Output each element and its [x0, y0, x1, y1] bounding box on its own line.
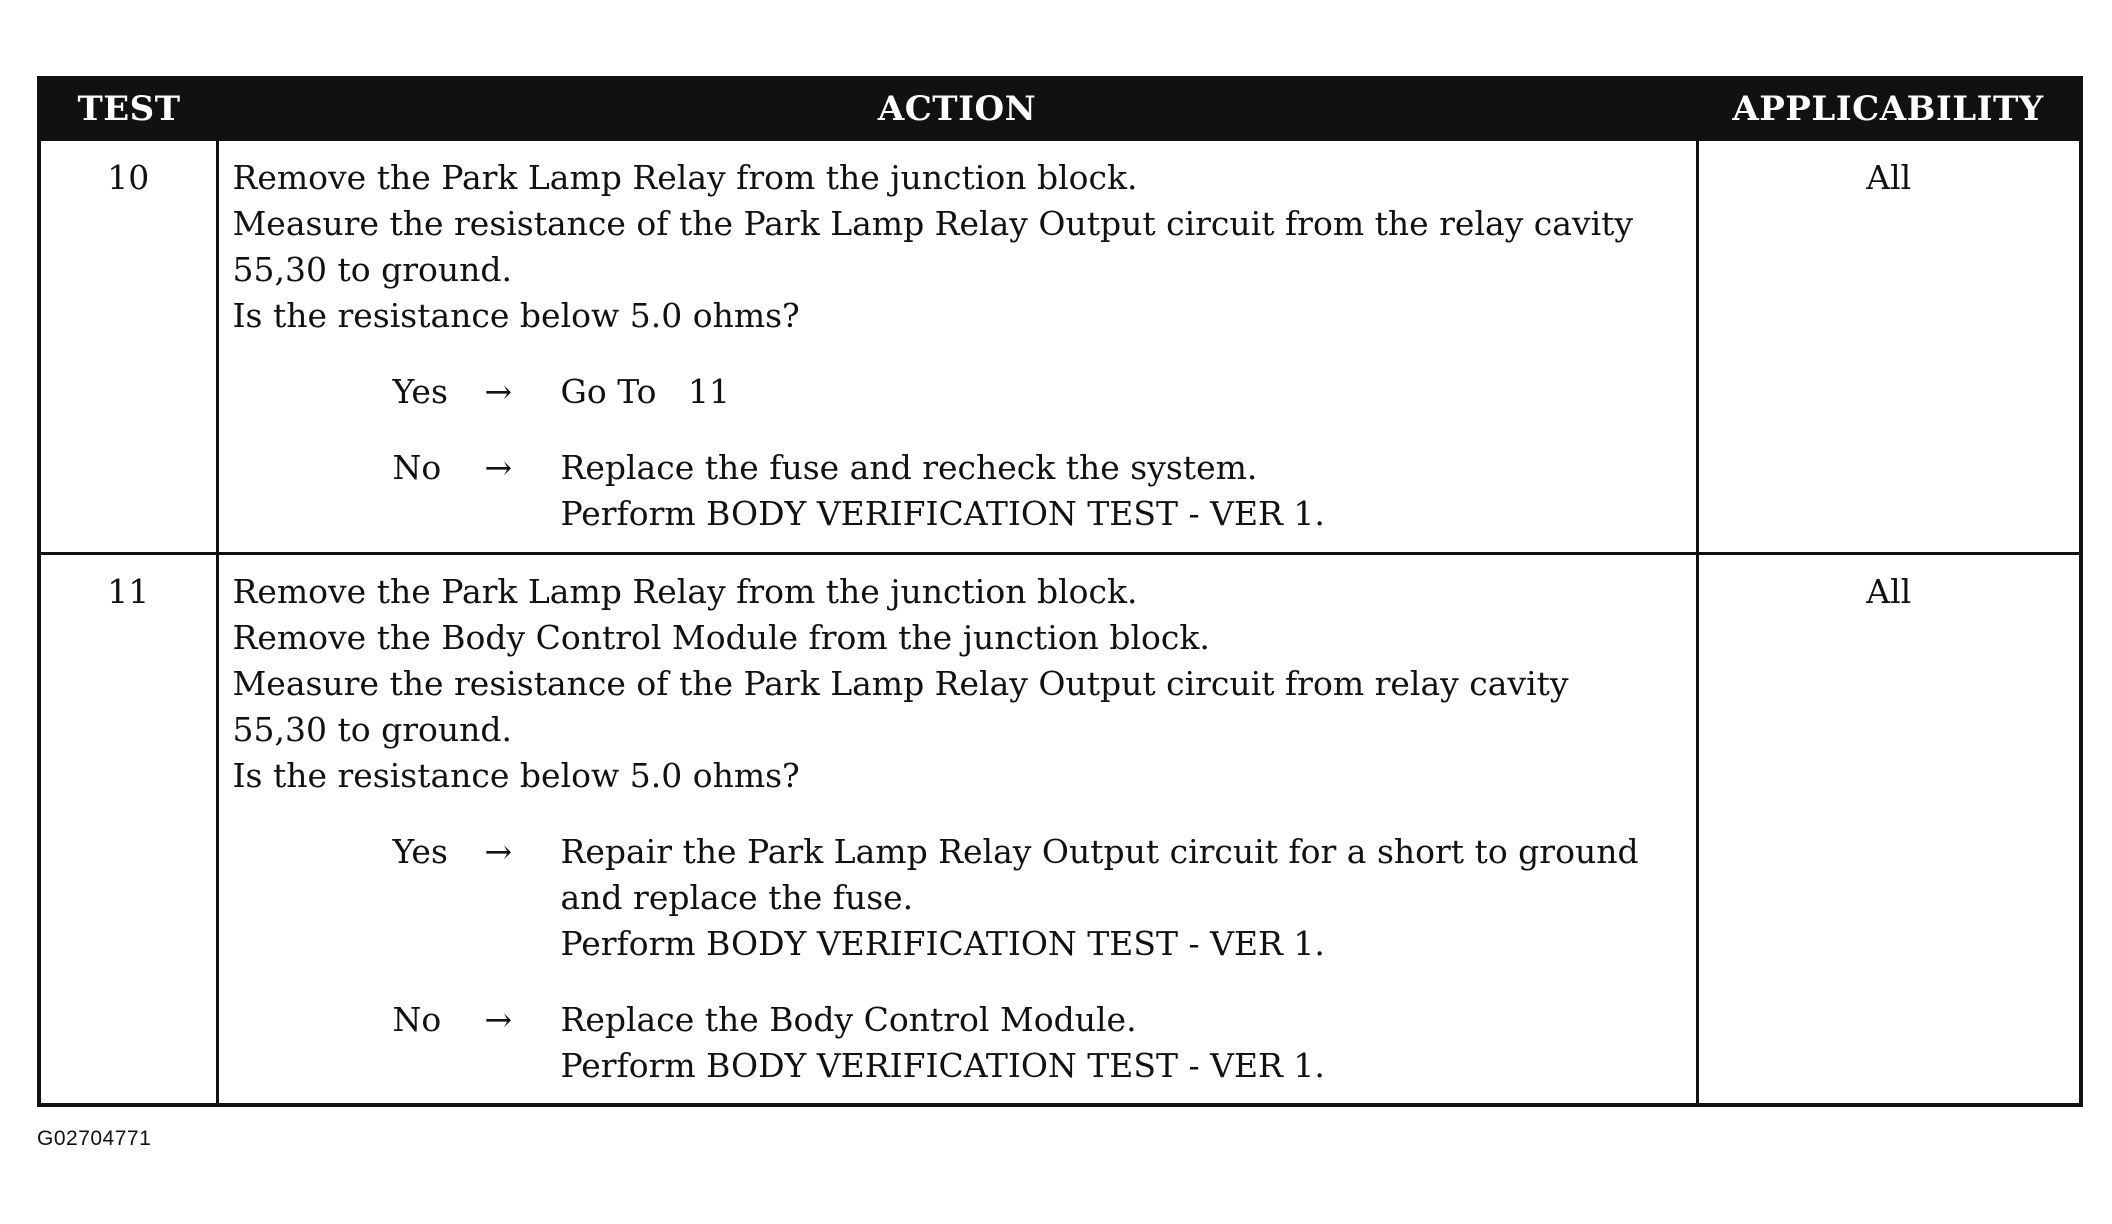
- table-row: [39, 554, 2081, 1106]
- outcome-yes: [233, 369, 1686, 415]
- figure-id: G02704771: [37, 1127, 152, 1150]
- action-line: Is the resistance below 5.0 ohms?: [232, 296, 800, 335]
- outcome-no: [233, 997, 1686, 1089]
- outcome-label: No: [392, 1000, 442, 1039]
- header-applicability: APPLICABILITY: [1697, 78, 2081, 140]
- test-number: 11: [39, 554, 217, 1106]
- test-number: 10: [39, 140, 217, 554]
- outcome-line: Go To 11: [560, 372, 730, 411]
- action-line: Remove the Park Lamp Relay from the junction block.: [232, 158, 1138, 197]
- outcome-label: Yes: [392, 832, 448, 871]
- action-line: Measure the resistance of the Park Lamp Relay Output circuit from the relay cavity: [232, 204, 1634, 243]
- action-line: 55,30 to ground.: [232, 250, 512, 289]
- outcome-line: and replace the fuse.: [560, 878, 914, 917]
- action-line: Measure the resistance of the Park Lamp Relay Output circuit from relay cavity: [232, 664, 1569, 703]
- outcome-label: No: [392, 448, 442, 487]
- outcome-label: Yes: [392, 372, 448, 411]
- outcome-line: Perform BODY VERIFICATION TEST - VER 1.: [560, 1046, 1325, 1085]
- action-line: Remove the Park Lamp Relay from the junction block.: [232, 572, 1138, 611]
- applicability-value: All: [1697, 140, 2081, 554]
- header-action: ACTION: [217, 78, 1697, 140]
- arrow-right-icon: →: [484, 1000, 513, 1039]
- action-cell: [217, 140, 1697, 554]
- diagnostic-test-table: [37, 76, 2083, 1107]
- header-test: TEST: [39, 78, 217, 140]
- table-header-row: [39, 78, 2081, 140]
- arrow-right-icon: →: [484, 372, 513, 411]
- outcome-line: Replace the Body Control Module.: [560, 1000, 1137, 1039]
- outcome-text: [561, 369, 1686, 415]
- action-line: Is the resistance below 5.0 ohms?: [232, 756, 800, 795]
- action-cell: [217, 554, 1697, 1106]
- outcome-line: Perform BODY VERIFICATION TEST - VER 1.: [560, 494, 1325, 533]
- outcome-line: Perform BODY VERIFICATION TEST - VER 1.: [560, 924, 1325, 963]
- outcome-text: [561, 997, 1686, 1089]
- outcome-no: [233, 445, 1686, 537]
- outcome-text: [561, 829, 1686, 967]
- outcome-line: Repair the Park Lamp Relay Output circuit for a short to ground: [560, 832, 1639, 871]
- outcome-line: Replace the fuse and recheck the system.: [560, 448, 1258, 487]
- applicability-value: All: [1697, 554, 2081, 1106]
- arrow-right-icon: →: [484, 832, 513, 871]
- action-line: Remove the Body Control Module from the junction block.: [232, 618, 1210, 657]
- outcome-yes: [233, 829, 1686, 967]
- action-line: 55,30 to ground.: [232, 710, 512, 749]
- arrow-right-icon: →: [484, 448, 513, 487]
- outcome-text: [561, 445, 1686, 537]
- table-row: [39, 140, 2081, 554]
